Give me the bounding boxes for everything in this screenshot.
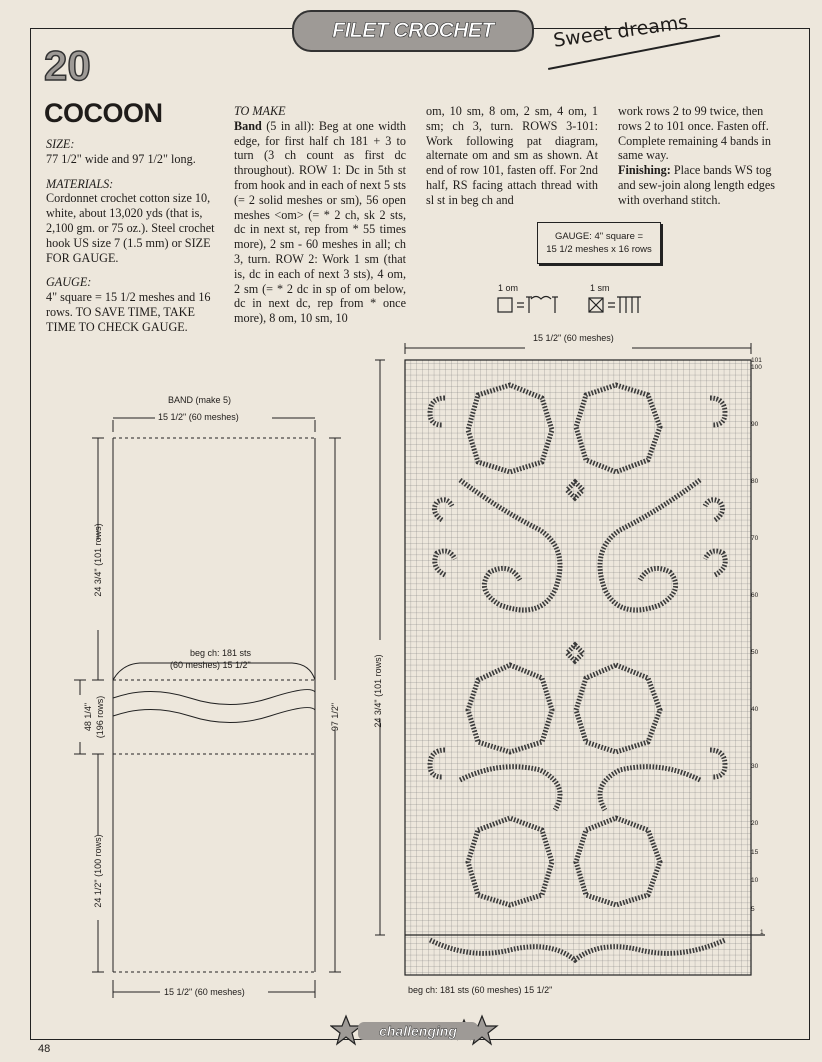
to-make-text <box>234 119 406 326</box>
to-make-heading: TO MAKE <box>234 104 286 118</box>
band-total-length: 97 1/2" <box>330 702 340 732</box>
band-title <box>168 395 231 405</box>
legend-sm-label: 1 sm <box>590 283 610 293</box>
gauge-text: 4" square = 15 1/2 meshes and 16 rows. TO SAVE TIME, TAKE TIME TO CHECK GAUGE. <box>46 290 211 334</box>
chart-side-length: 24 3/4" (101 rows) <box>373 654 383 728</box>
row-number: 1 <box>760 929 764 936</box>
size-heading: SIZE: <box>46 137 75 151</box>
row-number: 80 <box>751 478 759 485</box>
gauge-heading: GAUGE: <box>46 275 92 290</box>
band-instructions: (5 in all): Beg at one width edge, for first half ch 181 + 3 to turn (3 ch count as first dc throughout). ROW 1: Dc in 5th st from hook and in each of next 5 sts (= 2 solid meshes or sm), 56 open meshes <om> (= * 2 ch, sk 2 sts, dc in next st, rep from * 55 times more), 2 sm - 60 meshes in all; ch 3, turn. ROW 2: Work 1 sm (that is, dc in each of next 3 sts), 4 om, 2 sm (= * 2 dc in sp of om below, dc in next dc, rep from * once more), 8 om, 10 sm, 10 <box>234 118 406 326</box>
row-number: 5 <box>751 906 755 913</box>
materials-text: Cordonnet crochet cotton size 10, white, about 13,020 yds (that is, 2,100 gm. or 75 oz.). Steel crochet hook US size 7 (1.5 mm) or SIZE FOR GAUGE. <box>46 191 215 265</box>
band-title-text: BAND <box>168 395 194 405</box>
chart-beg-ch: beg ch: 181 sts (60 meshes) 15 1/2" <box>408 985 553 995</box>
row-number: 30 <box>751 763 759 770</box>
pattern-number: 20 <box>44 42 91 89</box>
band-top-width: 15 1/2" (60 meshes) <box>158 412 239 422</box>
gauge-box-line2: 15 1/2 meshes x 16 rows <box>546 244 652 255</box>
filet-chart <box>370 340 790 1000</box>
row-number: 40 <box>751 706 759 713</box>
chart-top-width: 15 1/2" (60 meshes) <box>533 333 614 343</box>
size-text: 77 1/2" wide and 97 1/2" long. <box>46 151 196 166</box>
band-bottom-width: 15 1/2" (60 meshes) <box>164 987 245 997</box>
band-schematic <box>70 380 370 1020</box>
column-3 <box>426 104 598 208</box>
band-title-note: (make 5) <box>195 395 232 405</box>
row-number: 20 <box>751 820 759 827</box>
rows-instructions: om, 10 sm, 8 om, 2 sm, 4 om, 1 sm; ch 3, turn. ROWS 3-101: Work following pat diagram, alternate om and sm as shown. At end of row 101, fasten off. For 2nd half, RS facing attach thread with sl st in beg ch and <box>426 104 598 207</box>
finishing-label: Finishing: <box>618 163 671 178</box>
repeat-instructions: work rows 2 to 99 twice, then rows 2 to 101 once. Fasten off. Complete remaining 4 bands in same way. <box>618 104 771 163</box>
band-lower-length: 24 1/2" (100 rows) <box>93 834 103 908</box>
section-banner <box>292 10 534 52</box>
page-number: 48 <box>38 1043 51 1055</box>
band-beg-ch-line2: (60 meshes) 15 1/2" <box>170 660 251 670</box>
finishing-text: Place bands WS tog and sew-join along length edges with overhand stitch. <box>618 163 776 207</box>
column-4 <box>618 104 783 208</box>
row-number: 15 <box>751 849 759 856</box>
row-number: 70 <box>751 535 759 542</box>
legend-symbols <box>495 293 665 317</box>
solid-mesh-symbol <box>589 297 641 313</box>
tagline: Sweet dreams <box>552 11 690 52</box>
row-number: 10 <box>751 877 759 884</box>
row-number: 60 <box>751 592 759 599</box>
band-label: Band <box>234 118 262 133</box>
band-beg-ch-line1: beg ch: 181 sts <box>190 648 252 658</box>
column-2 <box>234 104 406 326</box>
band-middle-length-b: (196 rows) <box>95 695 105 739</box>
band-upper-length: 24 3/4" (101 rows) <box>93 523 103 597</box>
open-mesh-symbol <box>498 297 558 314</box>
pattern-title: COCOON <box>44 98 163 128</box>
legend-om-label: 1 om <box>498 283 519 293</box>
column-1 <box>46 137 226 335</box>
difficulty-label: challenging <box>358 1022 478 1040</box>
chart-grid <box>405 360 751 975</box>
row-number: 50 <box>751 649 759 656</box>
band-middle-length-a: 48 1/4" <box>83 702 93 732</box>
difficulty-banner <box>330 1014 500 1050</box>
row-number: 90 <box>751 421 759 428</box>
gauge-box <box>537 222 661 264</box>
row-number: 101 <box>751 357 762 364</box>
row-number: 100 <box>751 364 762 371</box>
section-title: FILET CROCHET <box>332 19 494 42</box>
materials-heading: MATERIALS: <box>46 176 114 191</box>
gauge-box-line1: GAUGE: 4" square = <box>554 231 644 242</box>
